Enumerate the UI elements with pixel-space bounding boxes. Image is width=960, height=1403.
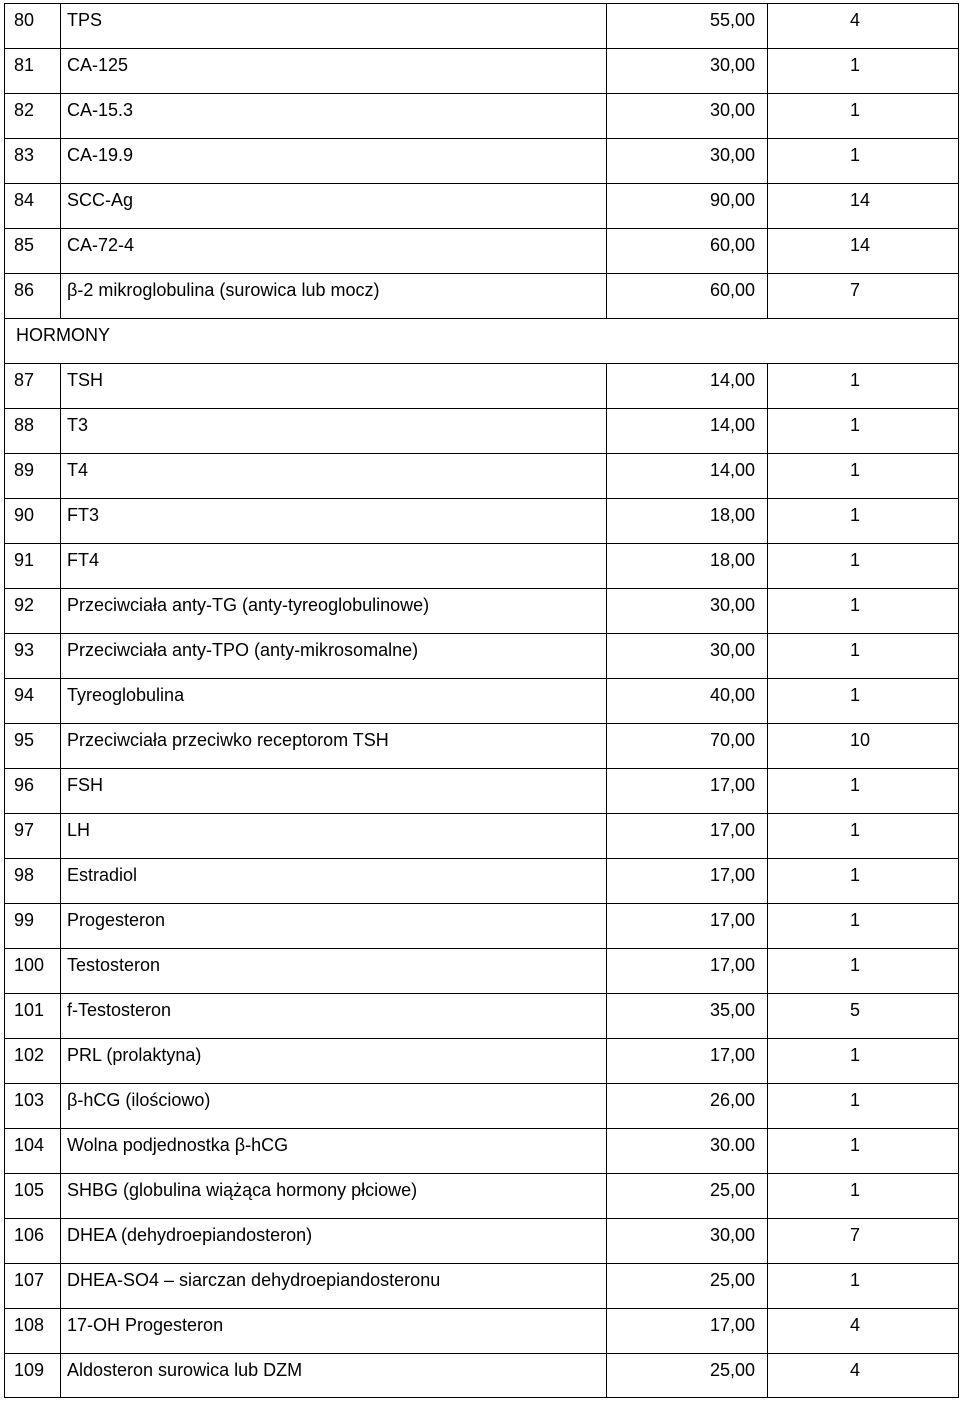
test-price: 30,00 <box>607 1219 768 1264</box>
table-row <box>5 184 959 229</box>
turnaround-days: 1 <box>768 454 959 499</box>
table-row <box>5 904 959 949</box>
turnaround-days: 1 <box>768 94 959 139</box>
table-row <box>5 1174 959 1219</box>
row-number: 98 <box>5 859 61 904</box>
test-price: 14,00 <box>607 364 768 409</box>
row-number: 93 <box>5 634 61 679</box>
row-number: 84 <box>5 184 61 229</box>
test-name: Przeciwciała anty-TPO (anty-mikrosomalne) <box>61 634 607 679</box>
test-name: TPS <box>61 4 607 49</box>
row-number: 91 <box>5 544 61 589</box>
turnaround-days: 14 <box>768 184 959 229</box>
turnaround-days: 1 <box>768 1264 959 1309</box>
table-row <box>5 49 959 94</box>
row-number: 82 <box>5 94 61 139</box>
section-header-row <box>5 319 959 364</box>
row-number: 88 <box>5 409 61 454</box>
test-price: 60,00 <box>607 229 768 274</box>
test-name: β-2 mikroglobulina (surowica lub mocz) <box>61 274 607 319</box>
turnaround-days: 14 <box>768 229 959 274</box>
test-price: 35,00 <box>607 994 768 1039</box>
test-name: DHEA (dehydroepiandosteron) <box>61 1219 607 1264</box>
table-row <box>5 454 959 499</box>
row-number: 89 <box>5 454 61 499</box>
test-name: LH <box>61 814 607 859</box>
table-row <box>5 1354 959 1398</box>
test-price: 25,00 <box>607 1174 768 1219</box>
table-row <box>5 409 959 454</box>
row-number: 104 <box>5 1129 61 1174</box>
turnaround-days: 1 <box>768 409 959 454</box>
turnaround-days: 1 <box>768 769 959 814</box>
test-name: FSH <box>61 769 607 814</box>
turnaround-days: 10 <box>768 724 959 769</box>
test-name: Aldosteron surowica lub DZM <box>61 1354 607 1398</box>
table-row <box>5 634 959 679</box>
turnaround-days: 1 <box>768 1039 959 1084</box>
test-price: 17,00 <box>607 1039 768 1084</box>
turnaround-days: 7 <box>768 274 959 319</box>
turnaround-days: 1 <box>768 1174 959 1219</box>
table-row <box>5 139 959 184</box>
row-number: 109 <box>5 1354 61 1398</box>
test-price: 30.00 <box>607 1129 768 1174</box>
row-number: 103 <box>5 1084 61 1129</box>
row-number: 86 <box>5 274 61 319</box>
row-number: 94 <box>5 679 61 724</box>
turnaround-days: 1 <box>768 634 959 679</box>
test-name: PRL (prolaktyna) <box>61 1039 607 1084</box>
row-number: 102 <box>5 1039 61 1084</box>
test-price: 17,00 <box>607 814 768 859</box>
row-number: 105 <box>5 1174 61 1219</box>
test-name: CA-19.9 <box>61 139 607 184</box>
test-price: 25,00 <box>607 1264 768 1309</box>
turnaround-days: 1 <box>768 139 959 184</box>
turnaround-days: 1 <box>768 904 959 949</box>
section-title: HORMONY <box>5 319 768 364</box>
test-price: 17,00 <box>607 769 768 814</box>
table-row <box>5 1039 959 1084</box>
price-list-table <box>4 3 959 1398</box>
turnaround-days: 4 <box>768 4 959 49</box>
test-price: 14,00 <box>607 454 768 499</box>
test-name: Progesteron <box>61 904 607 949</box>
row-number: 85 <box>5 229 61 274</box>
turnaround-days: 1 <box>768 814 959 859</box>
test-price: 30,00 <box>607 49 768 94</box>
test-price: 30,00 <box>607 589 768 634</box>
table-row <box>5 544 959 589</box>
row-number: 97 <box>5 814 61 859</box>
table-row <box>5 499 959 544</box>
turnaround-days: 1 <box>768 499 959 544</box>
table-row <box>5 274 959 319</box>
test-price: 17,00 <box>607 859 768 904</box>
test-price: 25,00 <box>607 1354 768 1398</box>
test-price: 17,00 <box>607 949 768 994</box>
test-name: FT3 <box>61 499 607 544</box>
table-row <box>5 724 959 769</box>
table-row <box>5 1309 959 1354</box>
turnaround-days: 1 <box>768 544 959 589</box>
test-name: Wolna podjednostka β-hCG <box>61 1129 607 1174</box>
test-name: Estradiol <box>61 859 607 904</box>
test-price: 60,00 <box>607 274 768 319</box>
test-name: CA-125 <box>61 49 607 94</box>
turnaround-days: 1 <box>768 49 959 94</box>
turnaround-days: 5 <box>768 994 959 1039</box>
test-name: β-hCG (ilościowo) <box>61 1084 607 1129</box>
test-name: Przeciwciała anty-TG (anty-tyreoglobulinowe) <box>61 589 607 634</box>
row-number: 108 <box>5 1309 61 1354</box>
turnaround-days: 4 <box>768 1309 959 1354</box>
turnaround-days: 1 <box>768 364 959 409</box>
test-name: Tyreoglobulina <box>61 679 607 724</box>
table-row <box>5 994 959 1039</box>
row-number: 92 <box>5 589 61 634</box>
table-row <box>5 1219 959 1264</box>
table-row <box>5 814 959 859</box>
row-number: 101 <box>5 994 61 1039</box>
table-row <box>5 679 959 724</box>
test-name: CA-15.3 <box>61 94 607 139</box>
test-name: Testosteron <box>61 949 607 994</box>
turnaround-days: 1 <box>768 589 959 634</box>
test-name: SCC-Ag <box>61 184 607 229</box>
test-name: DHEA-SO4 – siarczan dehydroepiandosteronu <box>61 1264 607 1309</box>
row-number: 81 <box>5 49 61 94</box>
test-price: 14,00 <box>607 409 768 454</box>
row-number: 107 <box>5 1264 61 1309</box>
test-name: T4 <box>61 454 607 499</box>
test-price: 18,00 <box>607 499 768 544</box>
row-number: 100 <box>5 949 61 994</box>
table-row <box>5 1129 959 1174</box>
table-row <box>5 859 959 904</box>
row-number: 106 <box>5 1219 61 1264</box>
row-number: 95 <box>5 724 61 769</box>
test-price: 90,00 <box>607 184 768 229</box>
turnaround-days: 1 <box>768 1129 959 1174</box>
test-name: FT4 <box>61 544 607 589</box>
test-name: SHBG (globulina wiążąca hormony płciowe) <box>61 1174 607 1219</box>
test-name: T3 <box>61 409 607 454</box>
row-number: 99 <box>5 904 61 949</box>
table-row <box>5 589 959 634</box>
test-price: 17,00 <box>607 1309 768 1354</box>
row-number: 96 <box>5 769 61 814</box>
price-list-body <box>5 4 959 1398</box>
table-row <box>5 1084 959 1129</box>
row-number: 83 <box>5 139 61 184</box>
table-row <box>5 229 959 274</box>
test-name: CA-72-4 <box>61 229 607 274</box>
section-header-spacer <box>768 319 959 364</box>
table-row <box>5 1264 959 1309</box>
test-price: 17,00 <box>607 904 768 949</box>
test-name: 17-OH Progesteron <box>61 1309 607 1354</box>
test-name: Przeciwciała przeciwko receptorom TSH <box>61 724 607 769</box>
test-price: 26,00 <box>607 1084 768 1129</box>
turnaround-days: 1 <box>768 859 959 904</box>
test-price: 18,00 <box>607 544 768 589</box>
table-row <box>5 94 959 139</box>
row-number: 90 <box>5 499 61 544</box>
turnaround-days: 7 <box>768 1219 959 1264</box>
table-row <box>5 949 959 994</box>
test-price: 30,00 <box>607 139 768 184</box>
turnaround-days: 1 <box>768 1084 959 1129</box>
test-price: 40,00 <box>607 679 768 724</box>
table-row <box>5 4 959 49</box>
table-row <box>5 364 959 409</box>
test-price: 55,00 <box>607 4 768 49</box>
turnaround-days: 1 <box>768 949 959 994</box>
turnaround-days: 1 <box>768 679 959 724</box>
table-row <box>5 769 959 814</box>
test-price: 30,00 <box>607 634 768 679</box>
turnaround-days: 4 <box>768 1354 959 1398</box>
test-name: f-Testosteron <box>61 994 607 1039</box>
test-price: 70,00 <box>607 724 768 769</box>
row-number: 87 <box>5 364 61 409</box>
row-number: 80 <box>5 4 61 49</box>
test-name: TSH <box>61 364 607 409</box>
test-price: 30,00 <box>607 94 768 139</box>
